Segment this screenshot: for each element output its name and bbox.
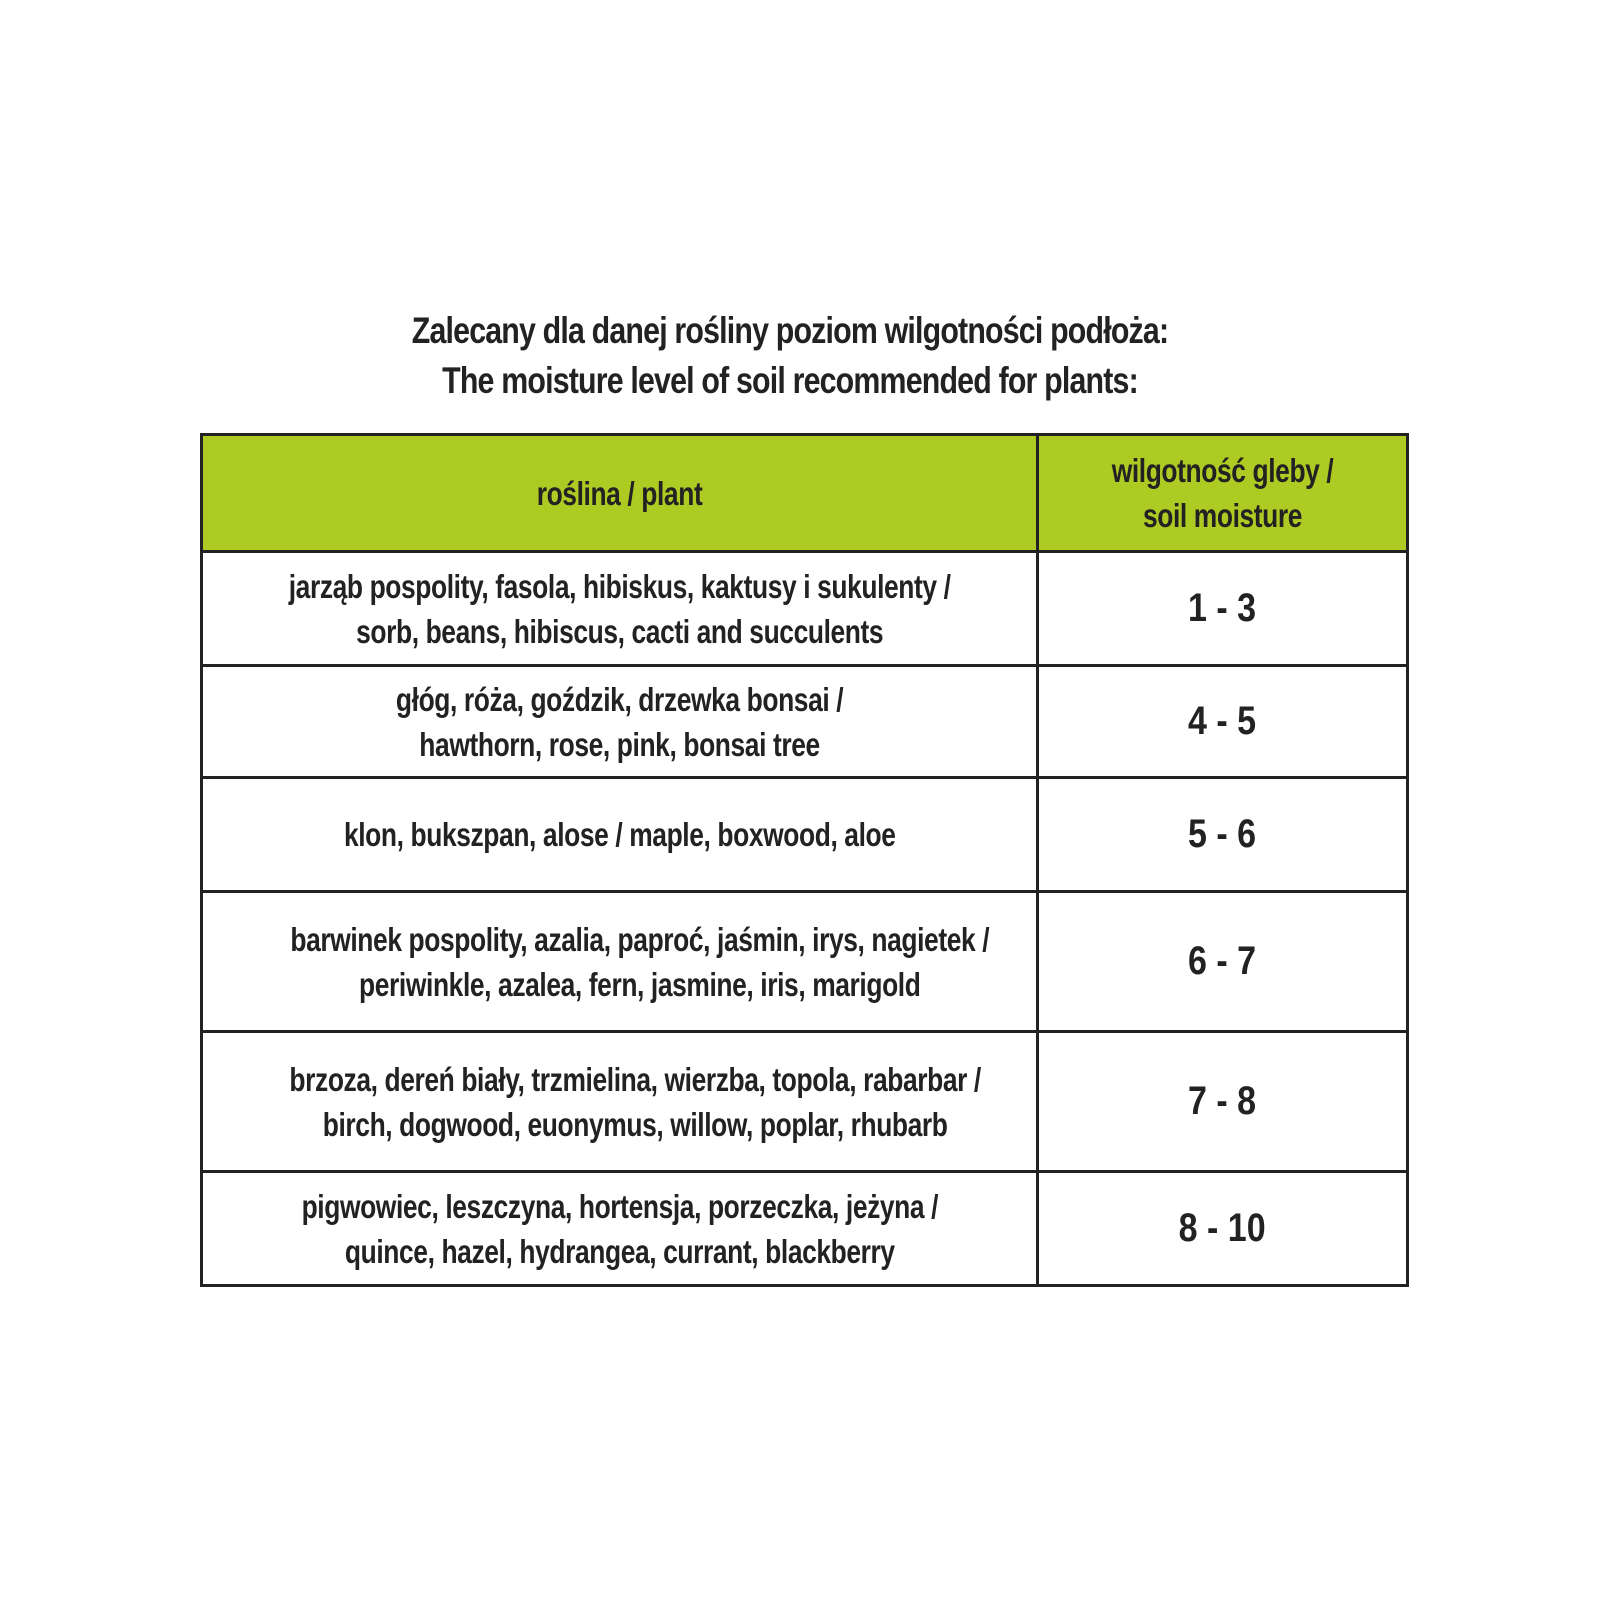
table-header-row (202, 435, 1408, 552)
table-row (202, 778, 1408, 892)
plant-line-polish: jarząb pospolity, fasola, hibiskus, kaktusy i sukulenty / (288, 567, 951, 605)
plant-line-polish: klon, bukszpan, alose / maple, boxwood, aloe (343, 816, 896, 853)
moisture-table (200, 433, 1409, 1287)
table-row (202, 892, 1408, 1032)
title-polish: Zalecany dla danej rośliny poziom wilgotności podłoża: (411, 310, 1169, 351)
moisture-cell (1038, 666, 1408, 778)
moisture-value: 8 - 10 (1179, 1206, 1266, 1250)
header-plant-label: roślina / plant (536, 474, 703, 512)
moisture-value: 6 - 7 (1188, 939, 1257, 983)
header-plant (202, 435, 1038, 552)
plant-cell (202, 778, 1038, 892)
moisture-value: 7 - 8 (1188, 1079, 1257, 1123)
table-row (202, 552, 1408, 666)
moisture-cell (1038, 1032, 1408, 1172)
header-moisture-line2: soil moisture (1142, 497, 1303, 534)
moisture-cell (1038, 892, 1408, 1032)
header-soil-moisture (1038, 435, 1408, 552)
plant-cell (202, 552, 1038, 666)
title-english: The moisture level of soil recommended for plants: (442, 360, 1138, 401)
table-row (202, 1172, 1408, 1286)
plant-cell (202, 1032, 1038, 1172)
plant-line-english: hawthorn, rose, pink, bonsai tree (419, 725, 820, 763)
header-moisture-line1: wilgotność gleby / (1111, 452, 1334, 489)
moisture-value: 4 - 5 (1188, 699, 1257, 743)
plant-line-polish: pigwowiec, leszczyna, hortensja, porzeczka, jeżyna / (301, 1187, 938, 1225)
moisture-cell (1038, 778, 1408, 892)
plant-line-english: quince, hazel, hydrangea, currant, blackberry (344, 1232, 895, 1270)
plant-line-polish: brzoza, dereń biały, trzmielina, wierzba, topola, rabarbar / (289, 1060, 981, 1098)
plant-line-english: sorb, beans, hibiscus, cacti and succulents (355, 612, 884, 650)
table-row (202, 666, 1408, 778)
plant-line-english: birch, dogwood, euonymus, willow, poplar, rhubarb (322, 1105, 948, 1143)
table-row (202, 1032, 1408, 1172)
plant-line-english: periwinkle, azalea, fern, jasmine, iris, marigold (359, 965, 921, 1003)
moisture-value: 1 - 3 (1188, 586, 1257, 630)
plant-line-polish: głóg, róża, goździk, drzewka bonsai / (395, 680, 844, 718)
page-title (142, 306, 1438, 406)
moisture-value: 5 - 6 (1188, 812, 1257, 856)
moisture-cell (1038, 1172, 1408, 1286)
plant-cell (202, 666, 1038, 778)
plant-line-polish: barwinek pospolity, azalia, paproć, jaśmin, irys, nagietek / (290, 920, 990, 958)
plant-cell (202, 1172, 1038, 1286)
plant-cell (202, 892, 1038, 1032)
moisture-cell (1038, 552, 1408, 666)
